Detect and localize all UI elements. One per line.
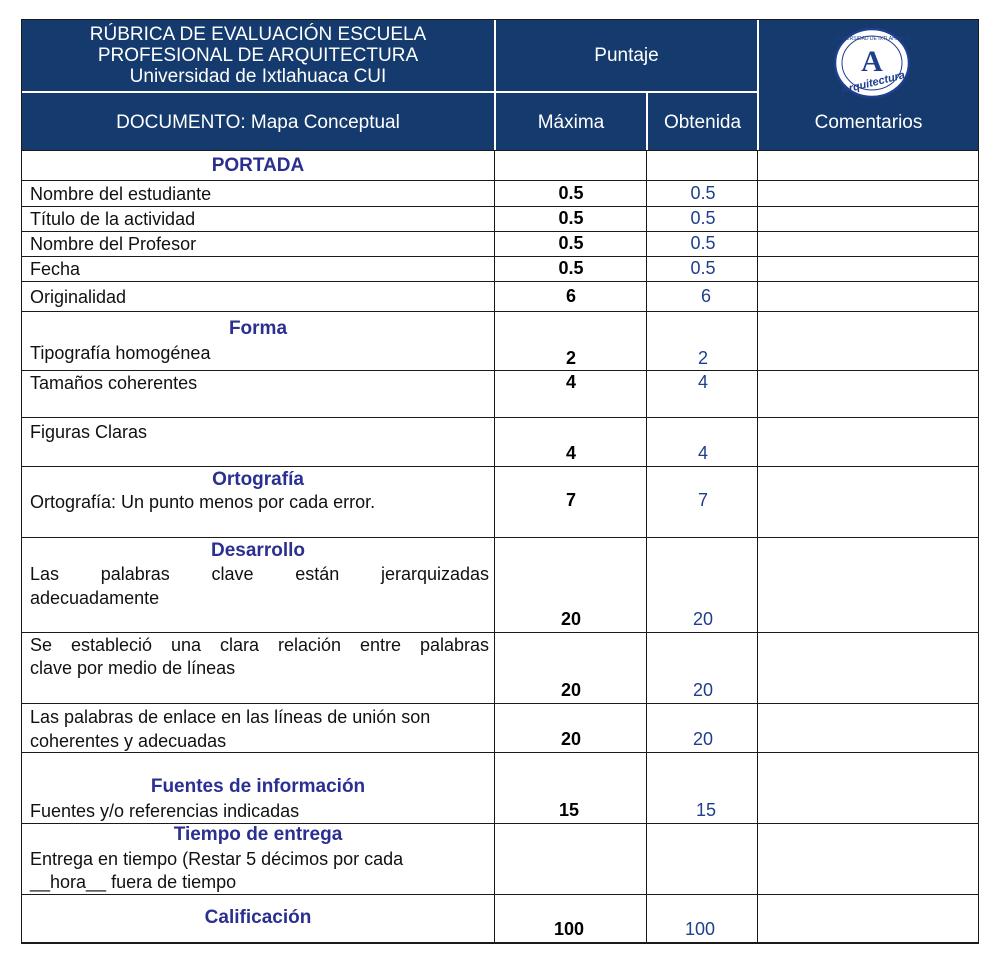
row-max-nombre-estudiante: 0.5 xyxy=(558,183,584,203)
row-label-titulo: Título de la actividad xyxy=(30,209,196,229)
row-label-originalidad: Originalidad xyxy=(30,287,127,307)
row-obt-fecha: 0.5 xyxy=(690,258,716,278)
row-label-enlace-line2: coherentes y adecuadas xyxy=(30,731,227,751)
row-label-entrega-line2: __hora__ fuera de tiempo xyxy=(30,872,237,892)
row-max-relacion: 20 xyxy=(560,680,582,700)
row-obt-tamanos: 4 xyxy=(697,372,708,392)
row-label-entrega-line1: Entrega en tiempo (Restar 5 décimos por cada xyxy=(30,849,404,869)
table-border-right xyxy=(978,19,979,943)
section-desarrollo: Desarrollo xyxy=(211,540,305,561)
documento-heading: DOCUMENTO: Mapa Conceptual xyxy=(116,112,400,133)
row-divider xyxy=(21,311,979,312)
section-portada: PORTADA xyxy=(211,155,305,176)
row-divider xyxy=(21,180,979,181)
row-max-ortografia: 7 xyxy=(565,490,576,510)
row-label-fuentes: Fuentes y/o referencias indicadas xyxy=(30,801,300,821)
logo-text: Arquitectura xyxy=(839,69,907,97)
row-obt-relacion: 20 xyxy=(692,680,714,700)
row-label-relacion-line2: clave por medio de líneas xyxy=(30,658,236,678)
row-obt-profesor: 0.5 xyxy=(690,233,716,253)
comentarios-heading: Comentarios xyxy=(814,112,923,133)
row-divider xyxy=(21,150,979,151)
row-label-jerarquia-line2: adecuadamente xyxy=(30,588,160,608)
row-label-jerarquia-line1: Las palabras clave están jerarquizadas xyxy=(30,564,489,584)
row-max-figuras: 4 xyxy=(565,443,576,463)
row-max-jerarquia: 20 xyxy=(560,609,582,629)
obtenida-heading: Obtenida xyxy=(663,112,742,133)
table-border-bottom xyxy=(21,942,979,944)
section-ortografia: Ortografía xyxy=(212,469,304,490)
row-divider xyxy=(21,703,979,704)
logo-ring-text: UNIVERSIDAD DE IXTLAHUACA xyxy=(834,36,910,42)
maxima-heading: Máxima xyxy=(537,112,605,133)
row-obt-enlace: 20 xyxy=(692,729,714,749)
section-forma: Forma xyxy=(228,318,288,339)
row-max-enlace: 20 xyxy=(560,729,582,749)
row-obt-tipografia: 2 xyxy=(697,348,708,368)
column-divider-1 xyxy=(494,150,495,943)
row-obt-fuentes: 15 xyxy=(695,800,717,820)
row-divider xyxy=(21,894,979,895)
row-divider xyxy=(21,537,979,538)
row-label-tipografia: Tipografía homogénea xyxy=(30,343,211,363)
rubric-title-line1: RÚBRICA DE EVALUACIÓN ESCUELA xyxy=(89,24,427,45)
row-label-nombre-estudiante: Nombre del estudiante xyxy=(30,184,212,204)
row-obt-figuras: 4 xyxy=(697,443,708,463)
table-border-top xyxy=(21,19,979,20)
row-label-figuras: Figuras Claras xyxy=(30,422,148,442)
section-tiempo: Tiempo de entrega xyxy=(173,824,343,845)
rubric-title-line2: PROFESIONAL DE ARQUITECTURA xyxy=(97,45,419,66)
section-calificacion: Calificación xyxy=(204,907,312,928)
puntaje-heading: Puntaje xyxy=(594,45,659,66)
row-obt-titulo: 0.5 xyxy=(690,208,716,228)
row-max-titulo: 0.5 xyxy=(558,208,584,228)
column-divider-2 xyxy=(646,150,647,943)
row-obt-originalidad: 6 xyxy=(700,286,711,306)
row-label-enlace-line1: Las palabras de enlace en las líneas de unión son xyxy=(30,707,431,727)
row-max-fecha: 0.5 xyxy=(558,258,584,278)
row-max-tipografia: 2 xyxy=(565,348,576,368)
row-divider xyxy=(21,466,979,467)
total-max: 100 xyxy=(553,919,585,939)
row-max-originalidad: 6 xyxy=(565,286,576,306)
row-divider xyxy=(21,256,979,257)
row-label-profesor: Nombre del Profesor xyxy=(30,234,197,254)
row-divider xyxy=(21,281,979,282)
row-divider xyxy=(21,417,979,418)
row-obt-jerarquia: 20 xyxy=(692,609,714,629)
row-obt-nombre-estudiante: 0.5 xyxy=(690,183,716,203)
section-fuentes: Fuentes de información xyxy=(150,776,366,797)
rubric-title xyxy=(22,24,494,87)
row-max-fuentes: 15 xyxy=(558,800,580,820)
row-label-fecha: Fecha xyxy=(30,259,81,279)
row-label-tamanos: Tamaños coherentes xyxy=(30,373,198,393)
row-obt-ortografia: 7 xyxy=(697,490,708,510)
row-label-ortografia: Ortografía: Un punto menos por cada error. xyxy=(30,492,376,512)
logo-mark: A xyxy=(861,45,883,78)
row-max-tamanos: 4 xyxy=(565,372,576,392)
rubric-title-line3: Universidad de Ixtlahuaca CUI xyxy=(129,66,387,87)
total-obt: 100 xyxy=(684,919,716,939)
row-label-relacion-line1: Se estableció una clara relación entre palabras xyxy=(30,635,489,655)
university-logo xyxy=(833,27,911,99)
row-max-profesor: 0.5 xyxy=(558,233,584,253)
